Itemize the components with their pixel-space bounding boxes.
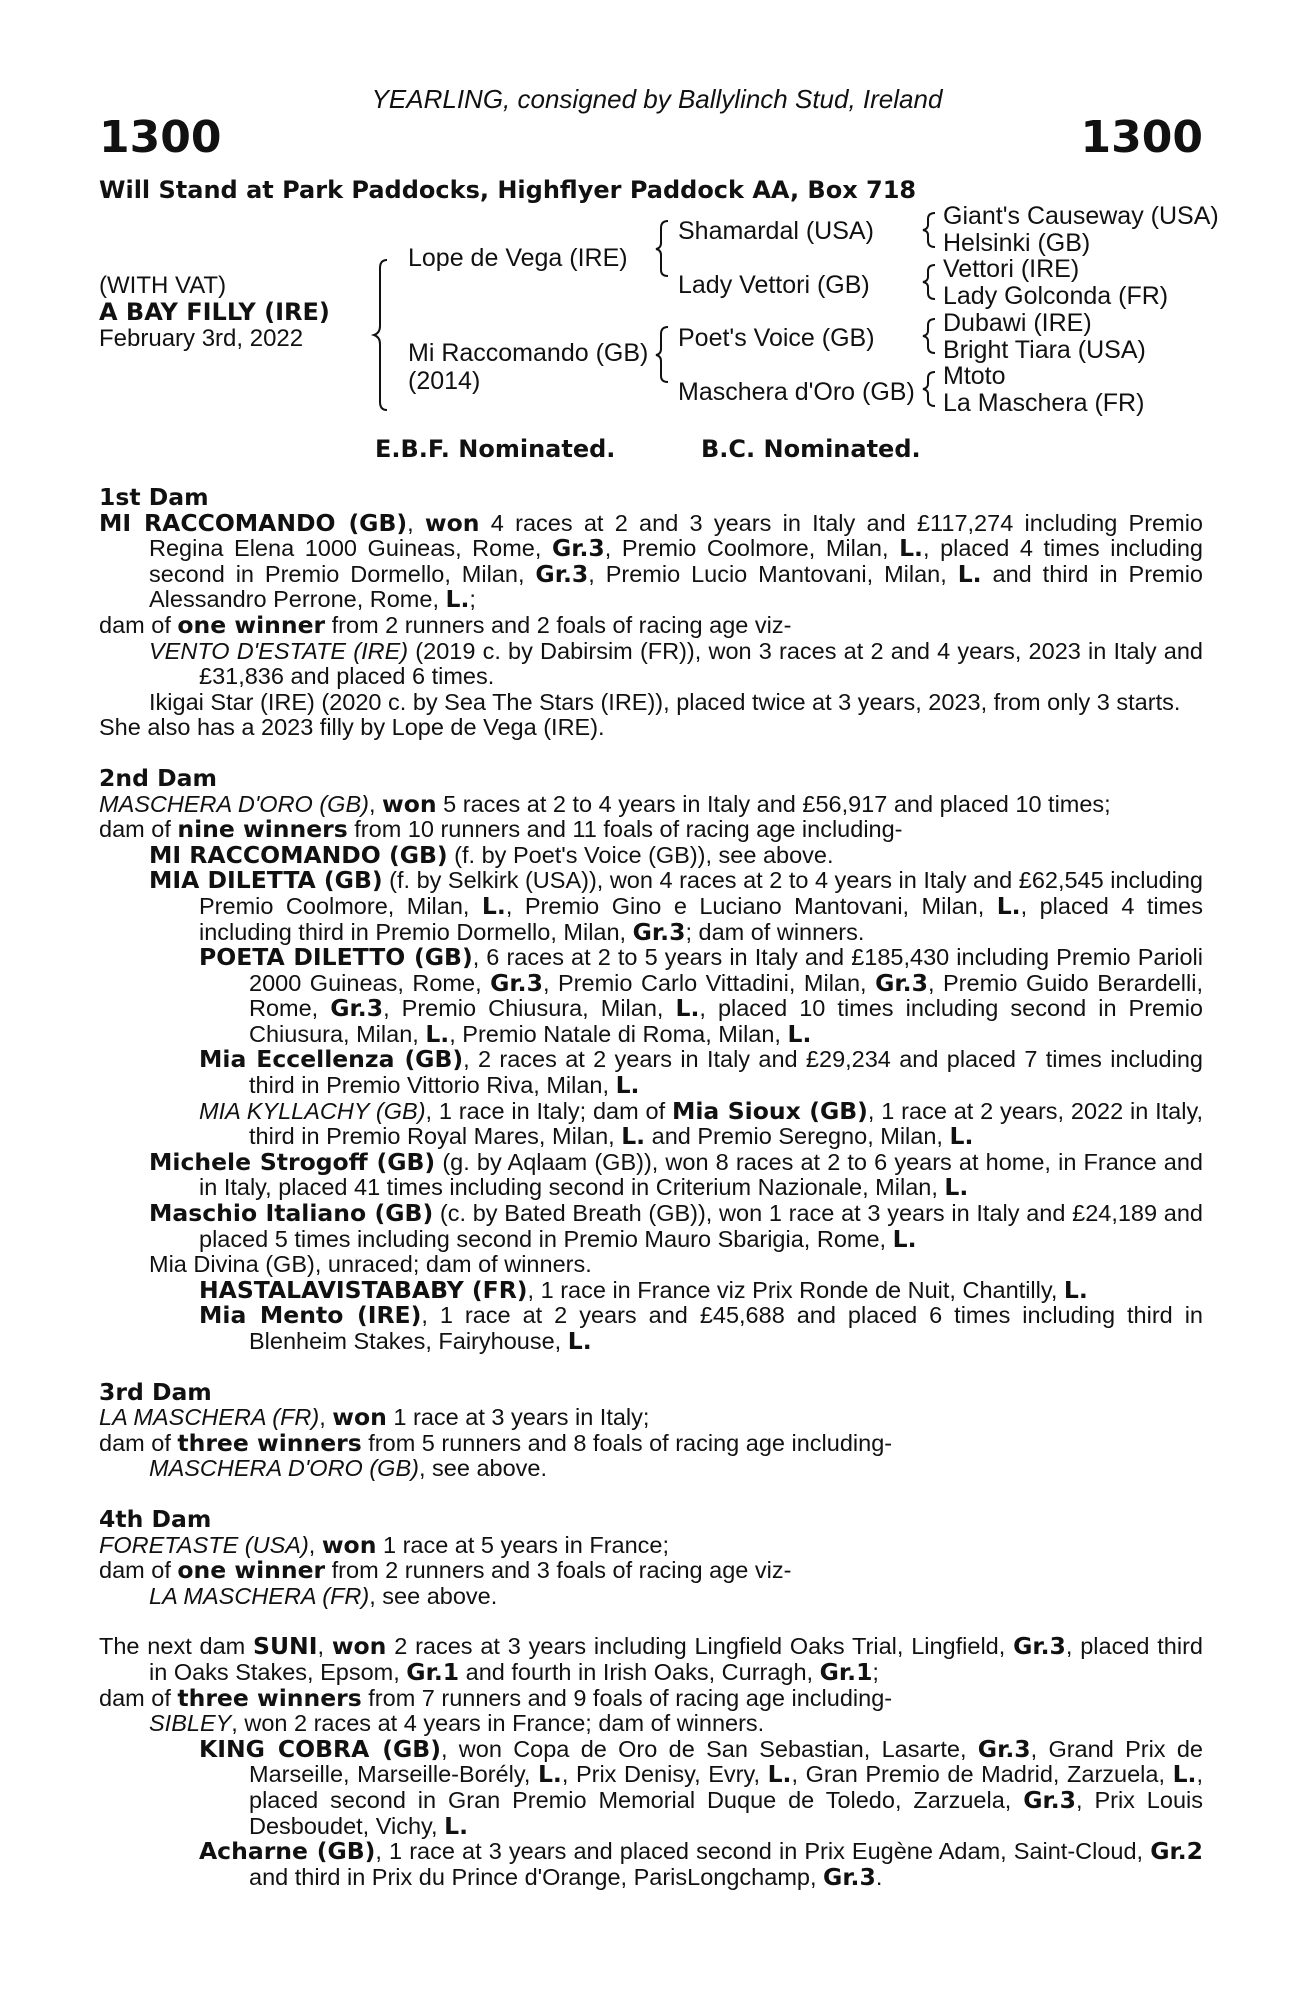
bold-text: L.	[996, 891, 1021, 920]
record-entry	[99, 1839, 1203, 1890]
bold-text: L.	[949, 1122, 974, 1151]
bold-text: Gr.3	[490, 968, 543, 997]
italic-text: MIA KYLLACHY (GB)	[199, 1097, 426, 1124]
text-run: The next dam	[99, 1633, 254, 1660]
dam-dam: Maschera d'Oro (GB)	[678, 378, 915, 406]
bold-text: Mia Eccellenza (GB)	[199, 1045, 464, 1074]
bold-text: won	[321, 1530, 377, 1559]
bold-text: L.	[1172, 1760, 1197, 1789]
bold-text: L.	[787, 1019, 812, 1048]
text-run: 1 race at 3 years in Italy;	[386, 1404, 650, 1431]
text-run: (c. by Bated Breath (GB)), won 1 race at 3 years in Italy and £24,189 and placed 5 times including second in Premio Mauro Sbarigia, Rome,	[199, 1200, 1203, 1252]
bold-text: POETA DILETTO (GB)	[199, 943, 473, 972]
dd-bracket	[923, 372, 935, 406]
record-entry	[99, 1303, 1203, 1354]
bold-text: MI RACCOMANDO (GB)	[99, 508, 408, 537]
italic-text: MASCHERA D'ORO (GB)	[99, 790, 369, 817]
text-run: , Gran Premio de Madrid, Zarzuela,	[791, 1761, 1173, 1788]
text-run: , Premio Lucio Mantovani, Milan,	[588, 560, 958, 587]
bold-text: Gr.3	[330, 994, 384, 1023]
text-run: , 1 race at 2 years and £45,688 and placed 6 times including third in Blenheim Stakes, Fairyhouse,	[249, 1302, 1204, 1354]
text-run: , 1 race in Italy; dam of	[425, 1097, 672, 1124]
foaling-date: February 3rd, 2022	[99, 325, 304, 352]
dam-sire: Poet's Voice (GB)	[678, 324, 875, 352]
text-run: ;	[469, 586, 476, 613]
text-run: Mia Divina (GB), unraced; dam of winners.	[149, 1251, 592, 1278]
record-entry	[99, 1558, 1203, 1584]
bold-text: L.	[621, 1122, 646, 1151]
dam-section	[99, 1377, 1203, 1482]
text-run: ; dam of winners.	[685, 918, 865, 945]
text-run: , Premio Chiusura, Milan,	[383, 995, 676, 1022]
record-entry	[99, 1428, 1203, 1457]
sire-sire-sire: Giant's Causeway (USA)	[943, 202, 1219, 230]
bold-text: one winner	[177, 1556, 326, 1585]
bold-text: Gr.3	[551, 534, 605, 563]
text-run: (f. by Selkirk (USA)), won 4 races at 2 to 4 years in Italy and £62,545 including Premio Coolmore, Milan,	[199, 867, 1203, 919]
bold-text: Acharne (GB)	[199, 1837, 376, 1866]
text-run: dam of	[99, 1684, 178, 1711]
text-run: , Premio Guido Berardelli, Rome,	[249, 969, 1203, 1022]
sd-bracket	[923, 265, 935, 299]
bold-text: Gr.3	[977, 1734, 1031, 1763]
dam-sire-dam: Bright Tiara (USA)	[943, 336, 1146, 364]
italic-text: FORETASTE (USA)	[99, 1531, 309, 1558]
bold-text: Gr.1	[406, 1657, 460, 1686]
bold-text: L.	[944, 1173, 969, 1202]
bold-text: L.	[445, 585, 470, 614]
text-run: (2019 c. by Dabirsim (FR)), won 3 races at 2 and 4 years, 2023 in Italy and £31,836 and placed 6 times.	[199, 637, 1203, 690]
record-entry	[99, 789, 1203, 818]
bold-text: one winner	[177, 610, 326, 639]
text-run: , placed 4 times including third in Premio Dormello, Milan,	[199, 892, 1203, 945]
text-run: and Premio Seregno, Milan,	[645, 1123, 950, 1150]
record-entry	[99, 945, 1203, 1047]
sire-name: Lope de Vega (IRE)	[408, 244, 628, 272]
bold-text: won	[424, 508, 480, 537]
text-run: ,	[317, 1633, 332, 1660]
text-run: ,	[308, 1531, 322, 1558]
bold-text: Mia Sioux (GB)	[671, 1096, 868, 1125]
bold-text: HASTALAVISTABABY (FR)	[199, 1275, 528, 1304]
bold-text: SUNI	[253, 1632, 318, 1661]
record-entry	[99, 1634, 1203, 1685]
lot-number-left: 1300	[99, 112, 222, 163]
lot-number-right: 1300	[1080, 112, 1203, 163]
consignor-line: YEARLING, consigned by Ballylinch Stud, Ireland	[371, 84, 943, 114]
text-run: from 10 runners and 11 foals of racing age including-	[347, 816, 903, 843]
record-entry	[99, 1734, 1204, 1840]
section-heading: 2nd Dam	[99, 763, 217, 792]
italic-text: LA MASCHERA (FR)	[99, 1404, 320, 1431]
record-entry	[99, 1047, 1203, 1098]
bold-text: L.	[675, 994, 700, 1023]
record-entry	[99, 1147, 1203, 1202]
dam-section	[99, 485, 1203, 741]
dam-dam-sire: Mtoto	[943, 362, 1006, 390]
text-run: (g. by Aqlaam (GB)), won 8 races at 2 to 6 years at home, in France and in Italy, placed 41 times including second in Criterium Nazionale, Milan,	[199, 1148, 1203, 1201]
ds-bracket	[923, 319, 935, 353]
text-run: ,	[368, 790, 383, 817]
text-run: , Premio Coolmore, Milan,	[604, 535, 900, 562]
text-run: , Premio Natale di Roma, Milan,	[449, 1020, 788, 1047]
text-run: 1 race at 5 years in France;	[376, 1531, 670, 1558]
italic-text: LA MASCHERA (FR)	[149, 1582, 370, 1609]
text-run: from 2 runners and 2 foals of racing age viz-	[325, 611, 792, 638]
record-entry	[99, 840, 1203, 869]
main-bracket	[374, 260, 387, 410]
text-run: , 1 race at 2 years, 2022 in Italy, third in Premio Royal Mares, Milan,	[249, 1097, 1204, 1150]
bold-text: Gr.2	[1150, 1837, 1203, 1866]
bold-text: Gr.3	[1023, 1785, 1077, 1814]
record-entry	[99, 817, 1203, 843]
text-run: , 2 races at 2 years in Italy and £29,234 and placed 7 times including third in Premio Vittorio Riva, Milan,	[249, 1046, 1203, 1099]
text-run: dam of	[99, 1429, 178, 1456]
dam-foal-year: (2014)	[408, 367, 481, 395]
stand-location: Will Stand at Park Paddocks, Highflyer Paddock AA, Box 718	[99, 176, 917, 204]
record-entry	[99, 868, 1203, 945]
record-entry	[99, 1275, 1203, 1304]
text-run: from 5 runners and 8 foals of racing age including-	[361, 1429, 893, 1456]
dam-sire-sire: Dubawi (IRE)	[943, 309, 1092, 337]
bc-nomination: B.C. Nominated.	[701, 435, 921, 463]
bold-text: KING COBRA (GB)	[199, 1734, 441, 1763]
horse-name: A BAY FILLY (IRE)	[99, 298, 330, 326]
text-run: , Prix Louis Desboudet, Vichy,	[249, 1786, 1203, 1839]
record-entry	[99, 1405, 1203, 1431]
record-entry	[99, 639, 1203, 690]
dam-name: Mi Raccomando (GB)	[408, 339, 649, 367]
text-run: and fourth in Irish Oaks, Curragh,	[459, 1658, 820, 1685]
text-run: from 7 runners and 9 foals of racing age including-	[361, 1684, 893, 1711]
sire-dam: Lady Vettori (GB)	[678, 271, 870, 299]
text-run: , placed 4 times including second in Premio Dormello, Milan,	[149, 535, 1203, 587]
sire-bracket	[656, 221, 668, 276]
text-run: , 6 races at 2 to 5 years in Italy and £185,430 including Premio Parioli 2000 Guineas, Rome,	[249, 944, 1204, 996]
bold-text: Gr.1	[819, 1657, 873, 1686]
section-heading: 3rd Dam	[99, 1377, 212, 1406]
record-entry	[99, 1683, 1203, 1712]
italic-text: MASCHERA D'ORO (GB)	[149, 1455, 419, 1482]
text-run: , Prix Denisy, Evry,	[561, 1761, 768, 1788]
bold-text: L.	[425, 1019, 450, 1048]
text-run: ,	[407, 509, 425, 536]
bold-text: three winners	[177, 1428, 362, 1457]
text-run: , 1 race at 3 years and placed second in Prix Eugène Adam, Saint-Cloud,	[375, 1838, 1151, 1865]
text-run: and third in Prix du Prince d'Orange, ParisLongchamp,	[249, 1863, 824, 1890]
text-run: , placed third in Oaks Stakes, Epsom,	[149, 1633, 1203, 1685]
bold-text: Mia Mento (IRE)	[199, 1301, 422, 1330]
record-entry	[99, 1456, 1203, 1482]
bold-text: L.	[567, 1327, 592, 1355]
text-run: ;	[872, 1658, 879, 1685]
bold-text: Gr.3	[1013, 1632, 1066, 1661]
dam-section	[99, 1634, 1203, 1890]
text-run: Ikigai Star (IRE) (2020 c. by Sea The Stars (IRE)), placed twice at 3 years, 2023, from only 3 starts.	[149, 688, 1181, 715]
bold-text: MI RACCOMANDO (GB)	[149, 840, 448, 869]
text-run: , won Copa de Oro de San Sebastian, Lasarte,	[440, 1735, 978, 1762]
dam-section	[99, 763, 1204, 1355]
record-entry	[99, 715, 1203, 741]
bold-text: Gr.3	[875, 968, 928, 997]
bold-text: L.	[615, 1071, 640, 1100]
bold-text: won	[382, 789, 437, 818]
text-run: , 1 race in France viz Prix Ronde de Nuit, Chantilly,	[527, 1276, 1064, 1303]
italic-text: SIBLEY	[149, 1710, 232, 1737]
record-entry	[99, 690, 1203, 716]
text-run: , Grand Prix de Marseille, Marseille-Borély,	[249, 1735, 1203, 1788]
text-run: 2 races at 3 years including Lingfield Oaks Trial, Lingfield,	[386, 1633, 1014, 1660]
catalogue-body	[99, 485, 1203, 1890]
text-run: ,	[319, 1404, 333, 1431]
bold-text: won	[332, 1403, 387, 1432]
bold-text: L.	[892, 1224, 917, 1253]
text-run: , placed second in Gran Premio Memorial Duque de Toledo, Zarzuela,	[249, 1761, 1204, 1813]
dam-section	[99, 1504, 1203, 1609]
text-run: and third in Premio Alessandro Perrone, Rome,	[149, 560, 1203, 613]
text-run: dam of	[99, 816, 178, 843]
text-run: , Premio Carlo Vittadini, Milan,	[542, 969, 876, 996]
record-entry	[99, 1530, 1203, 1559]
bold-text: MIA DILETTA (GB)	[149, 866, 383, 895]
bold-text: Michele Strogoff (GB)	[149, 1147, 436, 1176]
bold-text: Gr.3	[632, 917, 686, 946]
bold-text: Gr.3	[535, 559, 589, 588]
text-run: .	[875, 1863, 883, 1890]
italic-text: VENTO D'ESTATE (IRE)	[149, 637, 409, 664]
bold-text: L.	[767, 1760, 792, 1789]
text-run: from 2 runners and 3 foals of racing age viz-	[325, 1557, 792, 1584]
ebf-nomination: E.B.F. Nominated.	[375, 435, 616, 463]
bold-text: Maschio Italiano (GB)	[149, 1199, 434, 1228]
vat-note: (WITH VAT)	[99, 272, 227, 299]
sire-sire: Shamardal (USA)	[678, 217, 874, 245]
text-run: , placed 10 times including second in Premio Chiusura, Milan,	[249, 995, 1203, 1047]
text-run: , Premio Gino e Luciano Mantovani, Milan,	[505, 892, 997, 919]
bold-text: won	[331, 1632, 387, 1661]
bold-text: L.	[957, 559, 982, 588]
record-entry	[99, 1252, 1203, 1278]
text-run: , won 2 races at 4 years in France; dam of winners.	[231, 1710, 765, 1737]
record-entry	[99, 1201, 1203, 1252]
text-run: 4 races at 2 and 3 years in Italy and £117,274 including Premio Regina Elena 1000 Guineas, Rome,	[149, 509, 1203, 562]
record-entry	[99, 610, 1203, 639]
text-run: dam of	[99, 1557, 178, 1584]
text-run: 5 races at 2 to 4 years in Italy and £56,917 and placed 10 times;	[436, 790, 1111, 817]
bold-text: Gr.3	[823, 1862, 876, 1891]
record-entry	[99, 1711, 1203, 1737]
text-run: She also has a 2023 filly by Lope de Vega (IRE).	[99, 714, 605, 741]
bold-text: L.	[481, 891, 506, 920]
bold-text: nine winners	[177, 815, 348, 844]
bold-text: L.	[899, 534, 923, 563]
sire-sire-dam: Helsinki (GB)	[943, 229, 1091, 257]
text-run: , see above.	[369, 1582, 498, 1609]
ss-bracket	[923, 213, 935, 247]
text-run: , see above.	[418, 1455, 548, 1482]
bold-text: three winners	[177, 1683, 362, 1712]
record-entry	[99, 1096, 1204, 1151]
section-heading: 1st Dam	[99, 483, 209, 511]
record-entry	[99, 508, 1203, 614]
sire-dam-dam: Lady Golconda (FR)	[943, 282, 1169, 310]
dam-bracket	[656, 327, 668, 382]
section-heading: 4th Dam	[99, 1504, 212, 1533]
bold-text: L.	[444, 1811, 468, 1840]
sire-dam-sire: Vettori (IRE)	[943, 255, 1080, 283]
text-run: dam of	[99, 611, 178, 638]
bold-text: L.	[537, 1760, 562, 1789]
text-run: (f. by Poet's Voice (GB)), see above.	[447, 841, 834, 868]
record-entry	[99, 1584, 1203, 1610]
bold-text: L.	[1063, 1275, 1088, 1304]
dam-dam-dam: La Maschera (FR)	[943, 389, 1145, 417]
